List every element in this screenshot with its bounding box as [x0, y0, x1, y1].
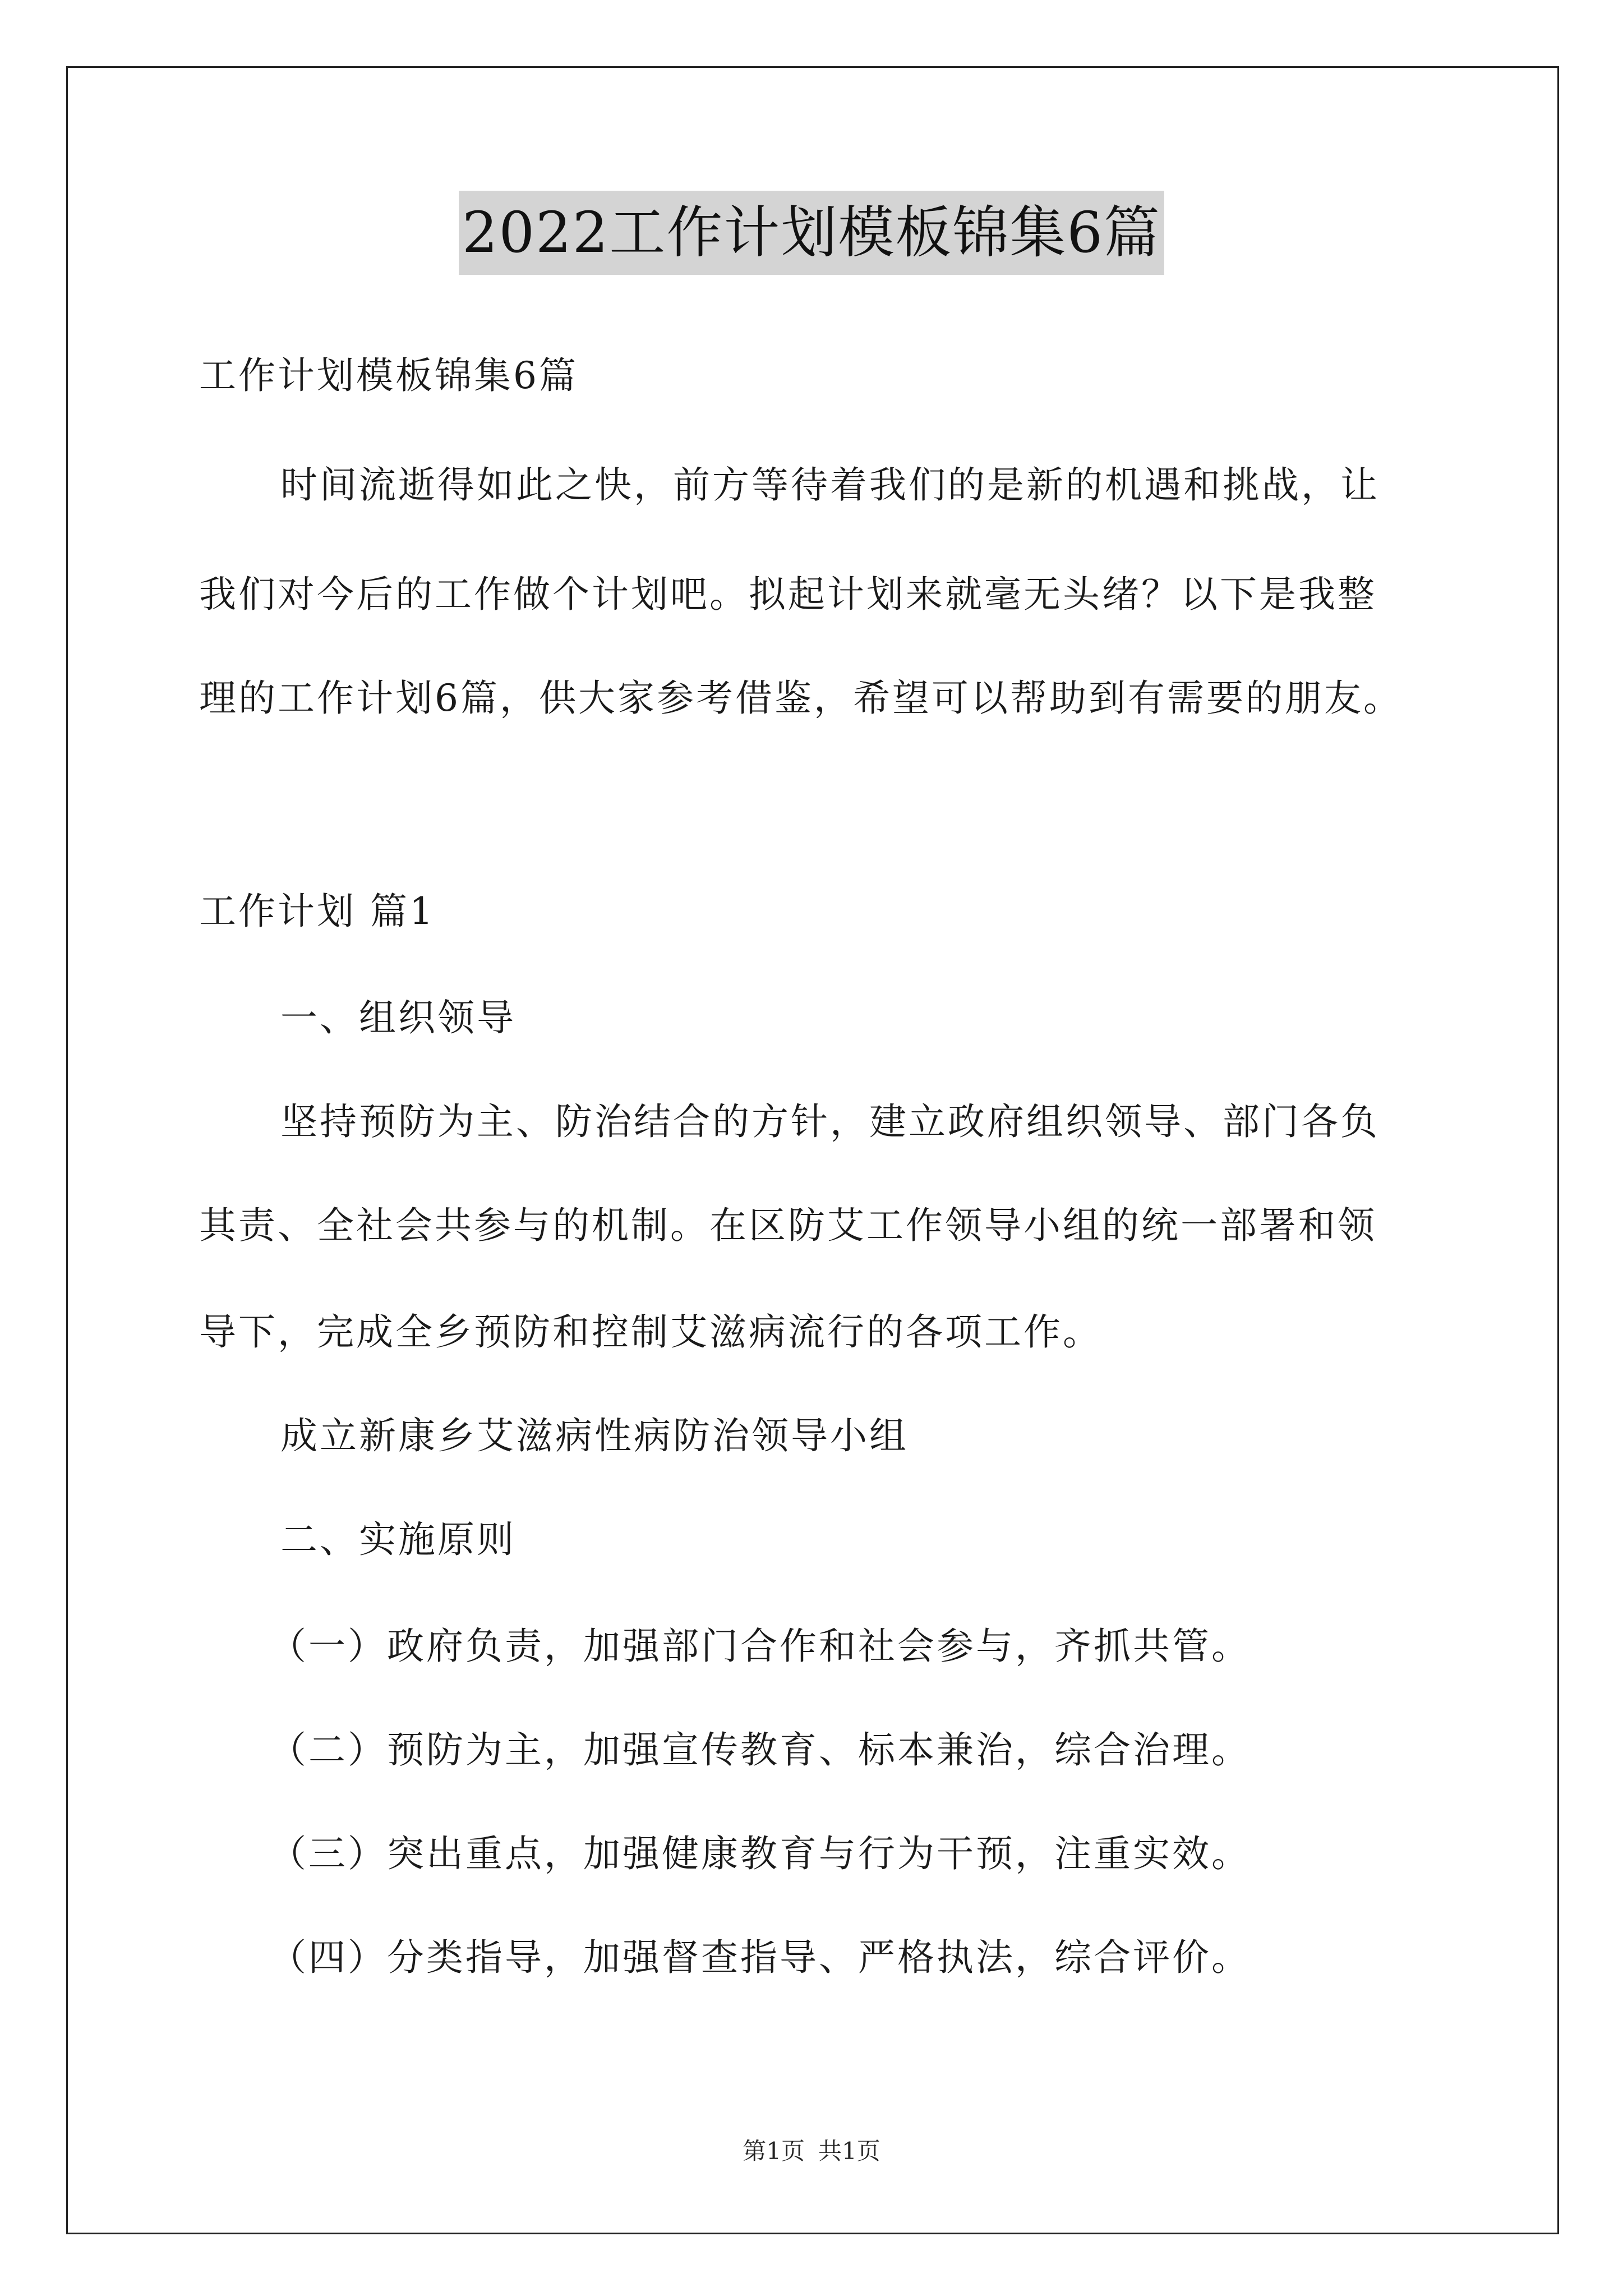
principle-3: （三）突出重点，加强健康教育与行为干预，注重实效。	[269, 1832, 1251, 1875]
part1-body-line-1: 坚持预防为主、防治结合的方针，建立政府组织领导、部门各负	[280, 1100, 1380, 1143]
intro-line-2: 我们对今后的工作做个计划吧。拟起计划来就毫无头绪？以下是我整	[199, 573, 1377, 616]
intro-line-1: 时间流逝得如此之快，前方等待着我们的是新的机遇和挑战，让	[280, 463, 1380, 507]
part1-note: 成立新康乡艾滋病性病防治领导小组	[280, 1414, 909, 1457]
page-number: 第1页	[743, 2137, 805, 2165]
principle-1: （一）政府负责，加强部门合作和社会参与，齐抓共管。	[269, 1625, 1251, 1668]
page-total: 共1页	[818, 2137, 880, 2165]
subtitle: 工作计划模板锦集6篇	[199, 354, 578, 397]
principle-4: （四）分类指导，加强督查指导、严格执法，综合评价。	[269, 1936, 1251, 1979]
part1-body-line-2: 其责、全社会共参与的机制。在区防艾工作领导小组的统一部署和领	[199, 1204, 1377, 1247]
title-container	[0, 191, 1623, 275]
part1-body-line-3: 导下，完成全乡预防和控制艾滋病流行的各项工作。	[199, 1310, 1102, 1354]
principle-2: （二）预防为主，加强宣传教育、标本兼治，综合治理。	[269, 1728, 1251, 1772]
part1-heading: 一、组织领导	[280, 996, 516, 1039]
page-footer	[0, 2134, 1623, 2168]
intro-line-3: 理的工作计划6篇，供大家参考借鉴，希望可以帮助到有需要的朋友。	[199, 677, 1403, 720]
section-heading: 工作计划 篇1	[199, 890, 435, 933]
part2-heading: 二、实施原则	[280, 1518, 516, 1561]
document-title: 2022工作计划模板锦集6篇	[459, 191, 1164, 275]
